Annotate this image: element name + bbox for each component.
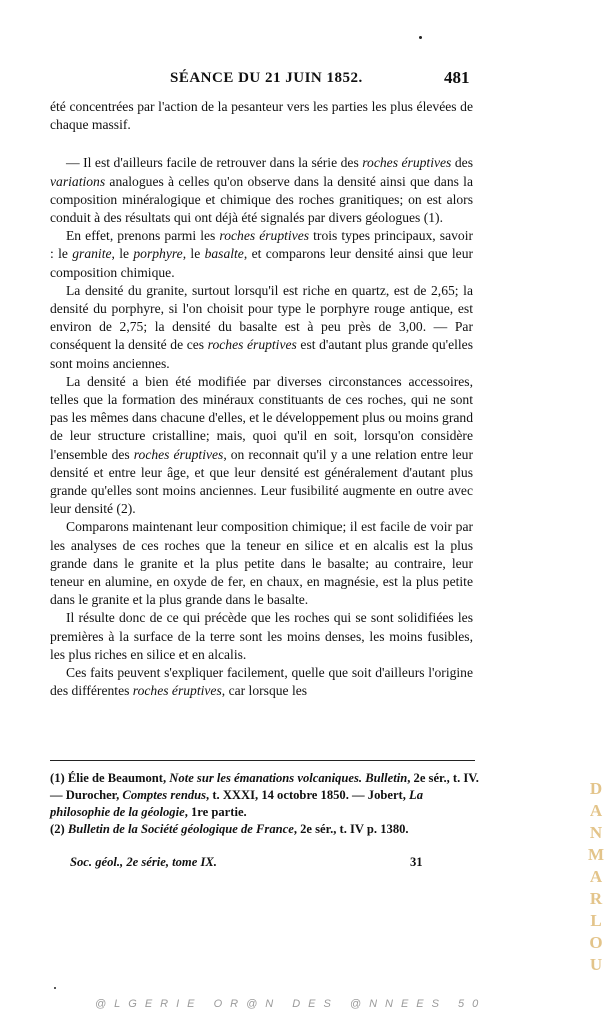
bottom-watermark: @LGERIE OR@N DES @NNEES 50 [95, 998, 487, 1010]
series-note: Soc. géol., 2e série, tome IX. [70, 855, 217, 869]
paragraph: été concentrées par l'action de la pesanteur vers les parties les plus élevées de chaque massif. [50, 99, 473, 133]
body-text [50, 98, 473, 701]
speck-mark [54, 987, 56, 989]
footnote-1: (1) Élie de Beaumont, Note sur les émanations volcaniques. Bulletin, 2e sér., t. IV. — Durocher, Comptes rendus, t. XXXI, 14 octobre 1850. — Jobert, La philosophie de la géologie, 1re partie. [50, 771, 479, 819]
speck-mark [419, 36, 422, 39]
paragraph: En effet, prenons parmi les roches éruptives trois types principaux, savoir : le granite, le porphyre, le basalte, et comparons leur densité ainsi que leur composition chimique. [50, 228, 474, 280]
footnote-divider [50, 760, 475, 761]
paragraph: Comparons maintenant leur composition chimique; il est facile de voir par les analyses de ces roches que la teneur en silice et en alcalis est la plus grande dans le granite et la plus petite dans le basalte; au contraire, leur teneur en alumine, en oxyde de fer, en chaux, en magnésie, est la plus petite dans le granite et la plus grande dans le basalte. [50, 519, 473, 608]
page-footer [70, 855, 470, 870]
paragraph: La densité du granite, surtout lorsqu'il est riche en quartz, est de 2,65; la densité du porphyre, si l'on choisit pour type le porphyre rouge antique, est environ de 2,75; la densité du basalte est à peu près de 3,00. — Par conséquent la densité de ces roches éruptives est d'autant plus grande qu'elles sont moins anciennes. [50, 282, 473, 371]
paragraph: — Il est d'ailleurs facile de retrouver dans la série des roches éruptives des variations analogues à celles qu'on observe dans la densité ainsi que dans la composition minéralogique et chimique des roches granitiques; on est alors conduit à des résultats qui ont déjà été signalés par divers géologues (1). [50, 155, 473, 226]
paragraph: Ces faits peuvent s'expliquer facilement, quelle que soit d'ailleurs l'origine des différentes roches éruptives, car lorsque les [50, 665, 473, 699]
page-number: 481 [444, 68, 470, 87]
running-header: SÉANCE DU 21 JUIN 1852. [170, 70, 363, 86]
signature-number: 31 [410, 855, 423, 869]
paragraph: Il résulte donc de ce qui précède que les roches qui se sont solidifiées les premières à la surface de la terre sont les moins denses, les moins fusibles, les plus riches en silice et en alcalis. [50, 610, 473, 662]
vertical-watermark: DANMARLOU [587, 779, 605, 974]
footnotes [50, 770, 480, 838]
paragraph: La densité a bien été modifiée par diverses circonstances accessoires, telles que la formation des minéraux constituants de ces roches, qui ne sont pas les mêmes dans chacune d'elles, et le développement plus ou moins grand de leur structure cristalline; mais, quoi qu'il en soit, lorsqu'on considère l'ensemble des roches éruptives, on reconnait qu'il y a une relation entre leur densité et entre leur âge, et que leur densité est généralement d'autant plus grande qu'elles sont moins anciennes. Leur fusibilité augmente en outre avec leur densité (2). [50, 373, 473, 517]
footnote-2: (2) Bulletin de la Société géologique de France, 2e sér., t. IV p. 1380. [50, 822, 409, 836]
